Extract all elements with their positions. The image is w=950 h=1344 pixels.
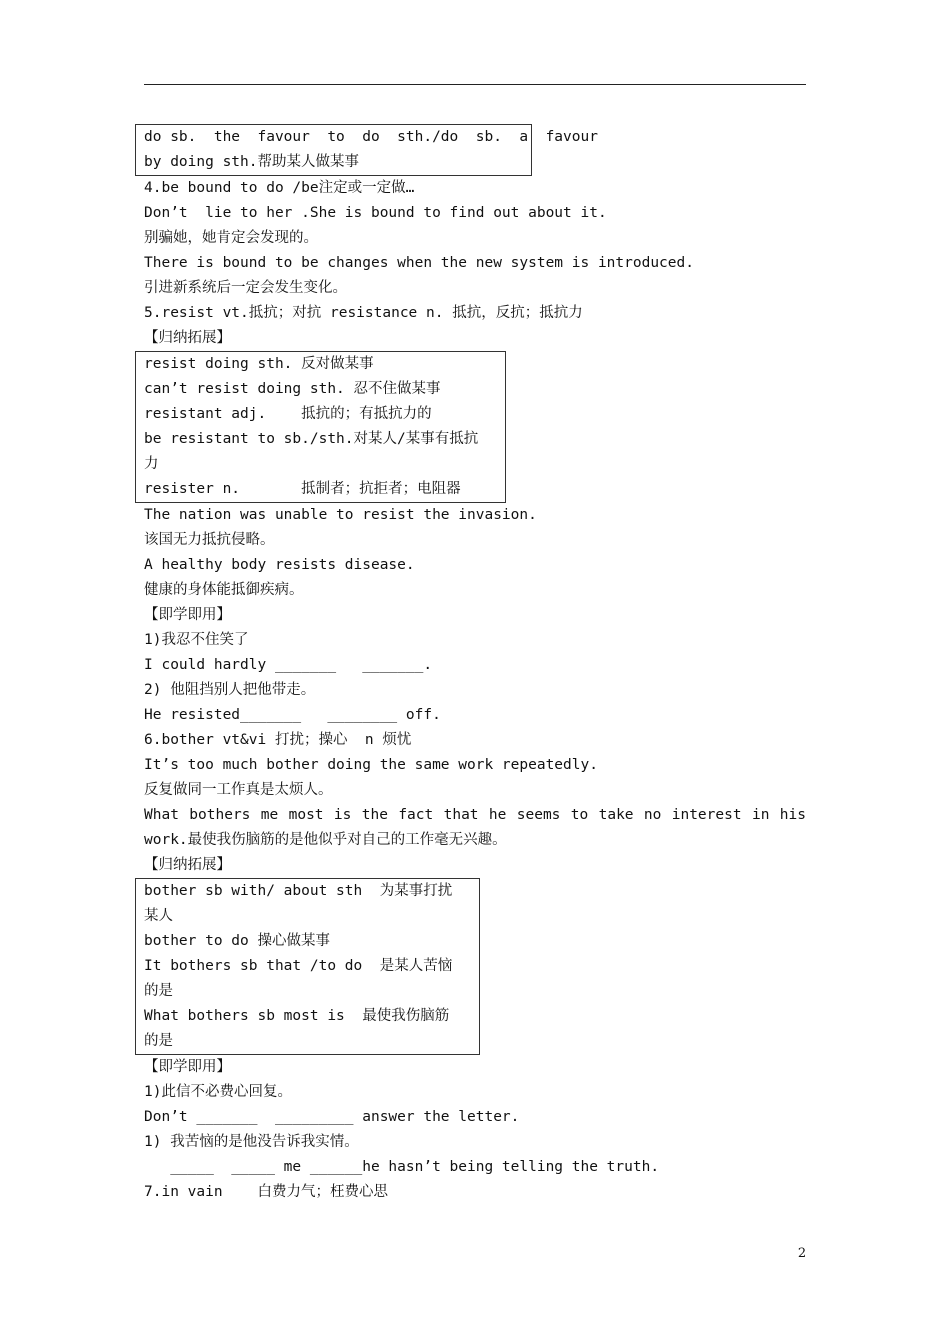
box-line: 力: [144, 456, 159, 472]
box-line: 的是: [144, 983, 173, 999]
practice-heading: 【即学即用】: [144, 1059, 231, 1075]
phrase-box-favour: [135, 124, 598, 176]
item-7-title: 7.in vain 白费力气；枉费心思: [144, 1184, 388, 1200]
box-line: be resistant to sb./sth.对某人/某事有抵抗: [144, 431, 479, 447]
page-number: 2: [797, 1246, 807, 1261]
expand-heading: 【归纳拓展】: [144, 330, 231, 346]
question-en: Don’t _______ _________ answer the letter.: [144, 1109, 520, 1125]
question-en: _____ _____ me ______he hasn’t being telling the truth.: [144, 1159, 660, 1175]
question-cn: 1)我忍不住笑了: [144, 632, 249, 648]
box-line: What bothers sb most is 最使我伤脑筋: [144, 1008, 450, 1024]
header-rule: [144, 84, 806, 85]
example-cn: work.最使我伤脑筋的是他似乎对自己的工作毫无兴趣。: [144, 832, 507, 848]
practice-heading: 【即学即用】: [144, 607, 231, 623]
box-line: resistant adj. 抵抗的；有抵抗力的: [144, 406, 432, 422]
example-en: It’s too much bother doing the same work repeatedly.: [144, 757, 598, 773]
item-4-title: 4.be bound to do /be注定或一定做…: [144, 180, 415, 196]
phrase-box-resist: [135, 351, 506, 503]
phrase-box-bother: [135, 878, 480, 1055]
example-cn: 别骗她，她肯定会发现的。: [144, 230, 318, 246]
example-en: There is bound to be changes when the new system is introduced.: [144, 255, 694, 271]
box-line: resister n. 抵制者；抗拒者；电阻器: [144, 481, 461, 497]
box-line: 某人: [144, 908, 173, 924]
item-5-title: 5.resist vt.抵抗；对抗 resistance n. 抵抗，反抗；抵抗力: [144, 305, 583, 321]
box-line: bother sb with/ about sth 为某事打扰: [144, 883, 453, 899]
question-cn: 1)此信不必费心回复。: [144, 1084, 292, 1100]
example-cn: 健康的身体能抵御疾病。: [144, 582, 304, 598]
example-cn: 反复做同一工作真是太烦人。: [144, 782, 333, 798]
box-line: bother to do 操心做某事: [144, 933, 330, 949]
box-line: can’t resist doing sth. 忍不住做某事: [144, 381, 441, 397]
item-6-title: 6.bother vt&vi 打扰；操心 n 烦忧: [144, 732, 412, 748]
box-line: It bothers sb that /to do 是某人苦恼: [144, 958, 453, 974]
box-line: do sb. the favour to do sth./do sb. a favour: [144, 129, 598, 145]
example-en: A healthy body resists disease.: [144, 557, 415, 573]
example-en: What bothers me most is the fact that he seems to take no interest in his: [144, 807, 806, 823]
box-line: resist doing sth. 反对做某事: [144, 356, 374, 372]
example-en: The nation was unable to resist the invasion.: [144, 507, 537, 523]
question-en: I could hardly _______ _______.: [144, 657, 433, 673]
question-cn: 1) 我苦恼的是他没告诉我实情。: [144, 1134, 359, 1150]
question-cn: 2) 他阻挡别人把他带走。: [144, 682, 316, 698]
example-cn: 引进新系统后一定会发生变化。: [144, 280, 347, 296]
question-en: He resisted_______ ________ off.: [144, 707, 441, 723]
expand-heading: 【归纳拓展】: [144, 857, 231, 873]
box-line: by doing sth.帮助某人做某事: [144, 154, 359, 170]
example-en: Don’t lie to her .She is bound to find out about it.: [144, 205, 607, 221]
page-content: [144, 124, 806, 1205]
box-line: 的是: [144, 1033, 173, 1049]
example-cn: 该国无力抵抗侵略。: [144, 532, 275, 548]
